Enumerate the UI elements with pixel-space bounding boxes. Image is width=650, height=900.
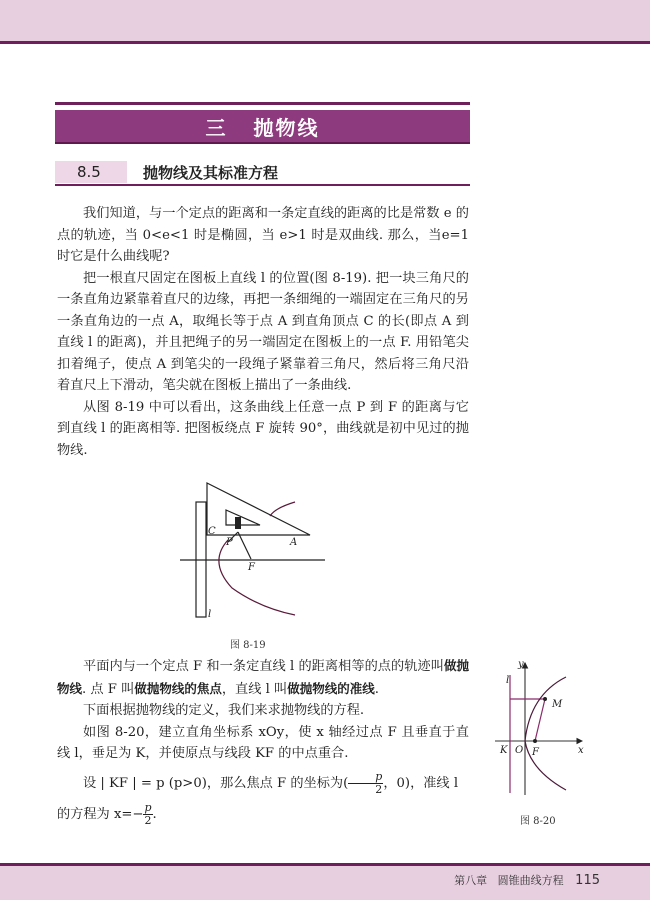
label-F: F: [532, 747, 539, 758]
top-rule: [0, 41, 650, 44]
paragraph-intro: 我们知道，与一个定点的距离和一条定直线的距离的比是常数 e 的点的轨迹，当 0<e<1 时是椭圆，当 e>1 时是双曲线. 那么，当e=1时它是什么曲线呢?: [57, 206, 469, 264]
label-K: K: [500, 745, 508, 756]
paragraph-construction: 把一根直尺固定在图板上直线 l 的位置(图 8-19). 把一块三角尺的一条直角边紧靠着直尺的边缘，再把一条细绳的一端固定在三角尺的另一条直角边的一点 A，取绳长等于点 A 到直角顶点 C 的长(即点 A 到直线 l 的距离)，并且把绳子的另一端固定在图板上的一点 F. 用铅笔尖扣着绳子，使点 A 到笔尖的一段绳子紧靠着三角尺，然后将三角尺沿着直尺上下滑动，笔尖就在图板上描出了一条曲线.: [57, 270, 469, 393]
label-C: C: [208, 526, 216, 537]
section-rule: [55, 184, 470, 186]
label-y: y: [518, 659, 524, 670]
paragraph-coordinates: 如图 8-20，建立直角坐标系 xOy，使 x 轴经过点 F 且垂直于直线 l，垂足为 K，并使原点与线段 KF 的中点重合.: [57, 724, 469, 761]
footer-chapter-name: 圆锥曲线方程: [497, 874, 564, 887]
figure-caption-8-20: 图 8-20: [520, 816, 556, 827]
chapter-number: 三: [205, 115, 228, 140]
label-l: l: [506, 675, 510, 686]
label-A: A: [290, 537, 298, 548]
label-M: M: [552, 699, 563, 710]
section-title: 抛物线及其标准方程: [143, 163, 279, 182]
figure-caption-8-19: 图 8-19: [230, 640, 266, 651]
chapter-title: 抛物线: [253, 115, 320, 140]
footer-chapter: 第八章: [454, 874, 488, 887]
term-directrix: 做抛物线的准线: [287, 680, 375, 696]
figure-8-19: [160, 480, 340, 620]
term-parabola: 做抛物线: [57, 658, 469, 696]
page-footer: [454, 872, 600, 888]
section-heading: [55, 161, 470, 183]
pencil-icon: [235, 517, 241, 529]
label-x: x: [578, 745, 584, 756]
label-l: l: [208, 609, 212, 620]
paragraph-definition: 平面内与一个定点 F 和一条定直线 l 的距离相等的点的轨迹叫做抛物线. 点 F 叫做抛物线的焦点，直线 l 叫做抛物线的准线.: [57, 658, 469, 697]
label-P: P: [226, 537, 233, 548]
chapter-rule: [55, 102, 470, 105]
label-O: O: [515, 745, 524, 756]
figure-8-20: [490, 655, 590, 805]
body-text-definition: [57, 655, 469, 827]
chapter-heading: [55, 110, 470, 144]
body-text: [57, 203, 469, 461]
fraction-p-over-2-directrix: $\frac{p}{2}$: [144, 800, 152, 827]
paragraph-directrix-eq: 的方程为 x=− $\frac{p}{2}$ .: [57, 800, 157, 827]
paragraph-observation: 从图 8-19 中可以看出，这条曲线上任意一点 P 到 F 的距离与它到直线 l 的距离相等. 把图板绕点 F 旋转 90°，曲线就是初中见过的抛物线.: [57, 399, 469, 458]
top-decorative-band: [0, 0, 650, 41]
section-number: 8.5: [55, 161, 127, 183]
fraction-p-over-2: $\frac{p}{2}$: [348, 771, 383, 796]
paragraph-focus-coords: 设 | KF | = p (p>0)，那么焦点 F 的坐标为( $\frac{p}{2}$ ，0)，准线 l: [83, 769, 459, 796]
page-number: 115: [575, 873, 600, 888]
label-F: F: [248, 562, 255, 573]
term-focus: 做抛物线的焦点: [134, 680, 222, 696]
paragraph-derive: 下面根据抛物线的定义，我们来求抛物线的方程.: [83, 703, 365, 718]
